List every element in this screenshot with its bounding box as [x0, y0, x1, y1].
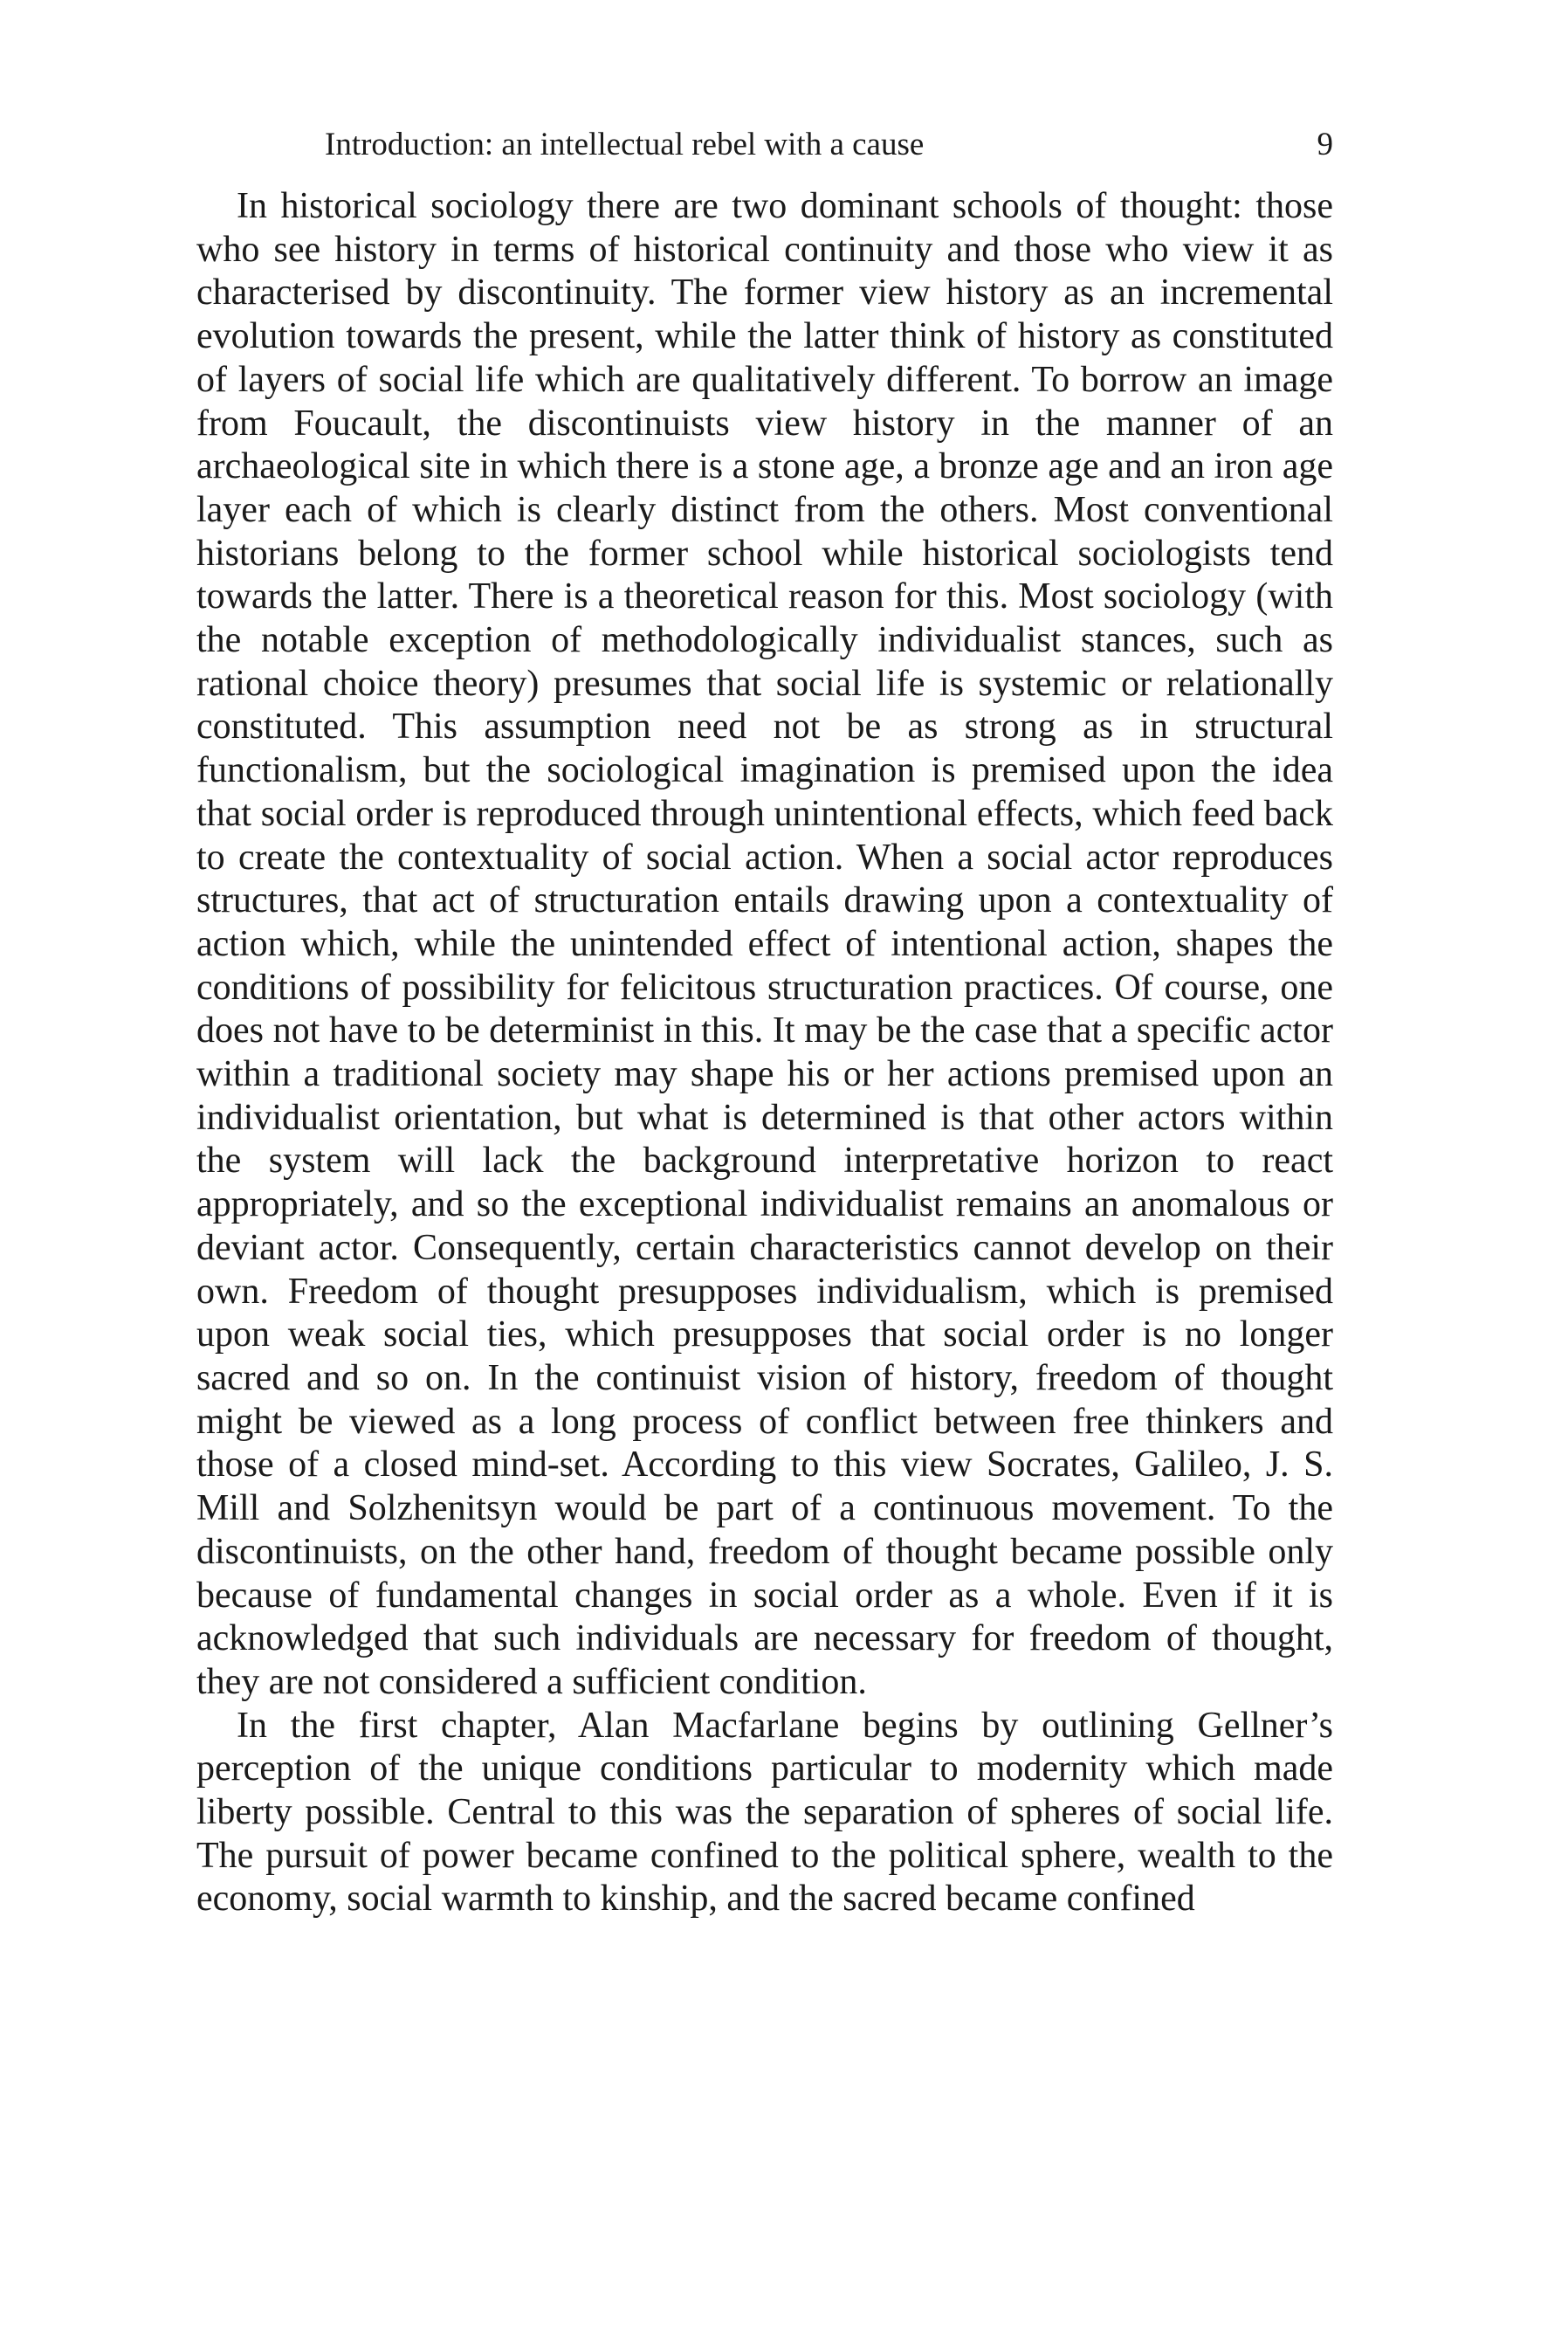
paragraph-1: In historical sociology there are two dominant schools of thought: those who see history in terms of historical continuity and those who view it as characterised by discontinuity. The former view history as an incremental evolution towards the present, while the latter think of history as constituted of layers of social life which are qualitatively different. To borrow an image from Foucault, the discontinuists view history in the manner of an archaeological site in which there is a stone age, a bronze age and an iron age layer each of which is clearly distinct from the others. Most conventional historians belong to the former school while historical sociologists tend towards the latter. There is a theoretical reason for this. Most sociology (with the notable exception of methodologically individualist stances, such as rational choice theory) presumes that social life is systemic or relationally constituted. This assumption need not be as strong as in structural functionalism, but the sociological imagination is premised upon the idea that social order is reproduced through unintentional effects, which feed back to create the contextuality of social action. When a social actor reproduces structures, that act of structuration entails drawing upon a contextuality of action which, while the unintended effect of intentional action, shapes the conditions of possibility for felicitous structuration practices. Of course, one does not have to be determinist in this. It may be the case that a specific actor within a traditional society may shape his or her actions premised upon an individualist orientation, but what is determined is that other actors within the system will lack the background interpretative horizon to react appropriately, and so the exceptional individualist remains an anomalous or deviant actor. Consequently, certain characteristics cannot develop on their own. Freedom of thought presupposes individualism, which is premised upon weak social ties, which presupposes that social order is no longer sacred and so on. In the continuist vision of history, freedom of thought might be viewed as a long process of conflict between free thinkers and those of a closed mind-set. According to this view Socrates, Galileo, J. S. Mill and Solzhenitsyn would be part of a continuous movement. To the discontinuists, on the other hand, freedom of thought became possible only because of fundamental changes in social order as a whole. Even if it is acknowledged that such individuals are necessary for freedom of thought, they are not considered a sufficient condition. [196, 186, 1333, 1702]
body-text [196, 185, 1333, 1921]
running-header [325, 119, 1333, 171]
page-number: 9 [1317, 127, 1333, 162]
paragraph-2: In the first chapter, Alan Macfarlane begins by outlining Gellner’s perception of the unique conditions particular to modernity which made liberty possible. Central to this was the separation of spheres of social life. The pursuit of power became confined to the political sphere, wealth to the economy, social warmth to kinship, and the sacred became confined [196, 1705, 1333, 1920]
running-title: Introduction: an intellectual rebel with a cause [325, 127, 925, 162]
